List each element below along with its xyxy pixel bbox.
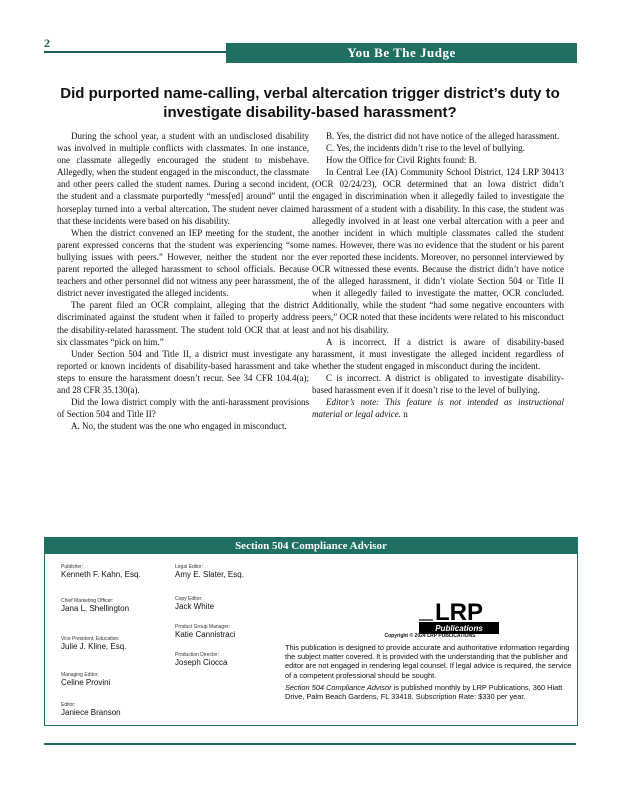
staff-entry: Vice President, Education: Julie J. Kline, Esq. <box>61 636 127 651</box>
article-headline: Did purported name-calling, verbal altercation trigger district’s duty to investigate disability-based harassment? <box>60 85 560 121</box>
paragraph: During the school year, a student with an undisclosed disability was involved in multiple conflicts with classmates. In one instance, one classmate allegedly encouraged the student to misbehave. Allegedly, when the student engaged in the misconduct, the classmate and other peers called the student names. During a second incident, the student and a classmate purportedly “mess[ed] around” until the horseplay turned into a verbal altercation. The student never claimed that these incidents were based on his disability. <box>57 131 309 226</box>
end-mark: n <box>403 409 408 420</box>
paragraph: In Central Lee (IA) Community School District, 124 LRP 30413 (OCR 02/24/23), OCR determined that an Iowa district didn’t engaged in discrimination when it allegedly failed to investigate the harassment of a student with a disability. In this case, the student was allegedly involved in at least one verbal altercation with a peer and another incident in which multiple classmates called the student names. However, there was no evidence that the student or his parent ever reported these incidents. Moreover, no personnel interviewed by OCR witnessed these events. Because the district didn’t have notice of the alleged harassment, it didn’t violate Section 504 or Title II when it allegedly failed to investigate the matter, OCR concluded. Additionally, while the student “had some negative encounters with peers,” OCR noted that these incidents were related to his misconduct and not his disability. <box>312 167 564 335</box>
staff-entry: Product Group Manager: Katie Cannistraci <box>175 624 236 639</box>
legal-notice: This publication is designed to provide accurate and authoritative information regarding the subject matter covered. It is provided with the understanding that the publisher and editor are not engaged in rendering legal counsel. If legal advice is required, the service of a competent professional should be sought. <box>285 643 572 680</box>
footer-rule <box>44 743 576 745</box>
header-rule <box>44 51 226 53</box>
staff-entry: Publisher: Kenneth F. Kahn, Esq. <box>61 564 141 579</box>
paragraph: C is incorrect. A district is obligated to investigate disability-based harassment even if it doesn’t rise to the level of bullying. <box>312 372 564 395</box>
answer-option-b: B. Yes, the district did not have notice of the alleged harassment. <box>326 131 560 141</box>
masthead-box <box>44 537 578 726</box>
lrp-logo <box>419 596 499 636</box>
ocr-finding: How the Office for Civil Rights found: B. <box>326 155 477 166</box>
publication-info: Section 504 Compliance Advisor is published monthly by LRP Publications, 360 Hiatt Drive, Palm Beach Gardens, FL 33418. Subscription Rate: $330 per year. <box>285 683 563 702</box>
section-banner: You Be The Judge <box>226 43 577 63</box>
staff-entry: Legal Editor: Amy E. Slater, Esq. <box>175 564 244 579</box>
paragraph: When the district convened an IEP meeting for the student, the parent expressed concerns that the student was experiencing “some bullying issues with peers.” However, neither the student nor the parent reported the alleged harassment to school officials. Because teachers and other personnel did not witness any peer harassment, the district never investigated the alleged incidents. <box>57 227 309 299</box>
masthead-title: Section 504 Compliance Advisor <box>45 538 577 554</box>
copyright-line: Copyright © 2024 LRP PUBLICATIONS <box>384 633 476 639</box>
answer-option-c: C. Yes, the incidents didn’t rise to the level of bullying. <box>326 143 525 154</box>
paragraph: The parent filed an OCR complaint, alleging that the district discriminated against the student when it failed to properly address the disability-related harassment. The student told OCR that at least six classmates “pick on him.” <box>57 300 309 347</box>
right-column <box>312 130 564 420</box>
logo-subtitle: Publications <box>435 624 483 633</box>
paragraph: Under Section 504 and Title II, a district must investigate any reported or known incidents of disability-based harassment and take steps to ensure the harassment doesn’t recur. See 34 CFR 104.4(a); and 28 CFR 35.130(a). <box>57 348 309 395</box>
page-number: 2 <box>44 36 50 50</box>
editors-note: Editor’s note: This feature is not intended as instructional material or legal advice. n <box>312 397 564 420</box>
staff-entry: Chief Marketing Officer: Jana L. Shellington <box>61 598 130 613</box>
left-column <box>57 130 309 432</box>
staff-entry: Production Director: Joseph Ciocca <box>175 652 228 667</box>
staff-entry: Editor: Janiece Branson <box>61 702 121 717</box>
answer-option-a: A. No, the student was the one who engaged in misconduct. <box>71 421 287 432</box>
paragraph: A is incorrect. If a district is aware of disability-based harassment, it must investigate the alleged incident regardless of whether the student engaged in misconduct during the incident. <box>312 336 564 371</box>
logo-wordmark: LRP <box>435 599 483 626</box>
staff-entry: Managing Editor: Celine Provini <box>61 672 111 687</box>
paragraph: Did the Iowa district comply with the anti-harassment provisions of Section 504 and Title II? <box>57 397 309 420</box>
staff-entry: Copy Editor: Jack White <box>175 596 215 611</box>
